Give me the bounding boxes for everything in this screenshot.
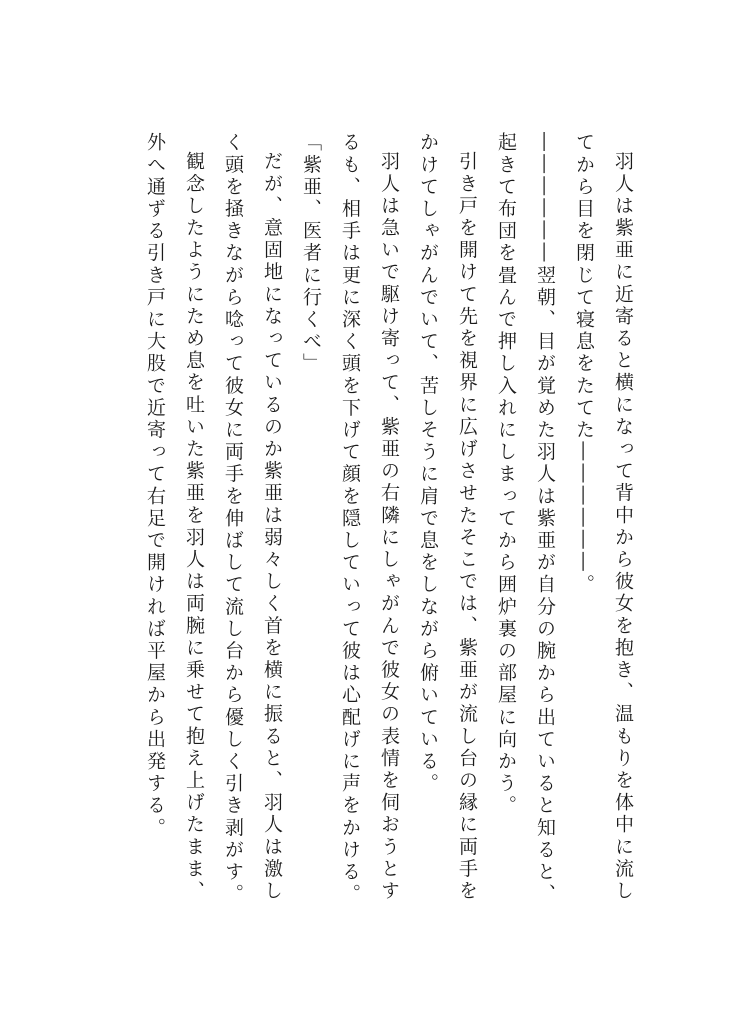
paragraph-6: だが、意固地になっているのか紫亜は弱々しく首を横に振ると、羽人は激しく頭を掻きながら唸って彼女に両手を伸ばして流し台から優しく引き剥がす。 [222, 132, 283, 906]
paragraph-7: 観念したようにため息を吐いた紫亜を羽人は両腕に乗せて抱え上げたまま、外へ通ずる引き戸に大股で近寄って右足で開ければ平屋から出発する。 [144, 132, 205, 903]
paragraph-1: 羽人は紫亜に近寄ると横になって背中から彼女を抱き、温もりを体中に流してから目を閉じて寝息をたてた――――――。 [573, 132, 634, 903]
dialogue-line: 「紫亜、医者に行くべ」 [300, 132, 322, 376]
vertical-text-body [135, 132, 642, 922]
paragraph-3: 引き戸を開けて先を視界に広げさせたそこでは、紫亜が流し台の縁に両手をかけてしゃがんでいて、苦しそうに肩で息をしながら俯いている。 [417, 132, 478, 903]
paragraph-2: ――――――翌朝、目が覚めた羽人は紫亜が自分の腕から出ていると知ると、起きて布団を畳んで押し入れにしまってから囲炉裏の部屋に向かう。 [495, 132, 556, 906]
paragraph-4: 羽人は急いで駆け寄って、紫亜の右隣にしゃがんで彼女の表情を伺おうとするも、相手は更に深く頭を下げて顔を隠していって彼は心配げに声をかける。 [339, 132, 400, 906]
